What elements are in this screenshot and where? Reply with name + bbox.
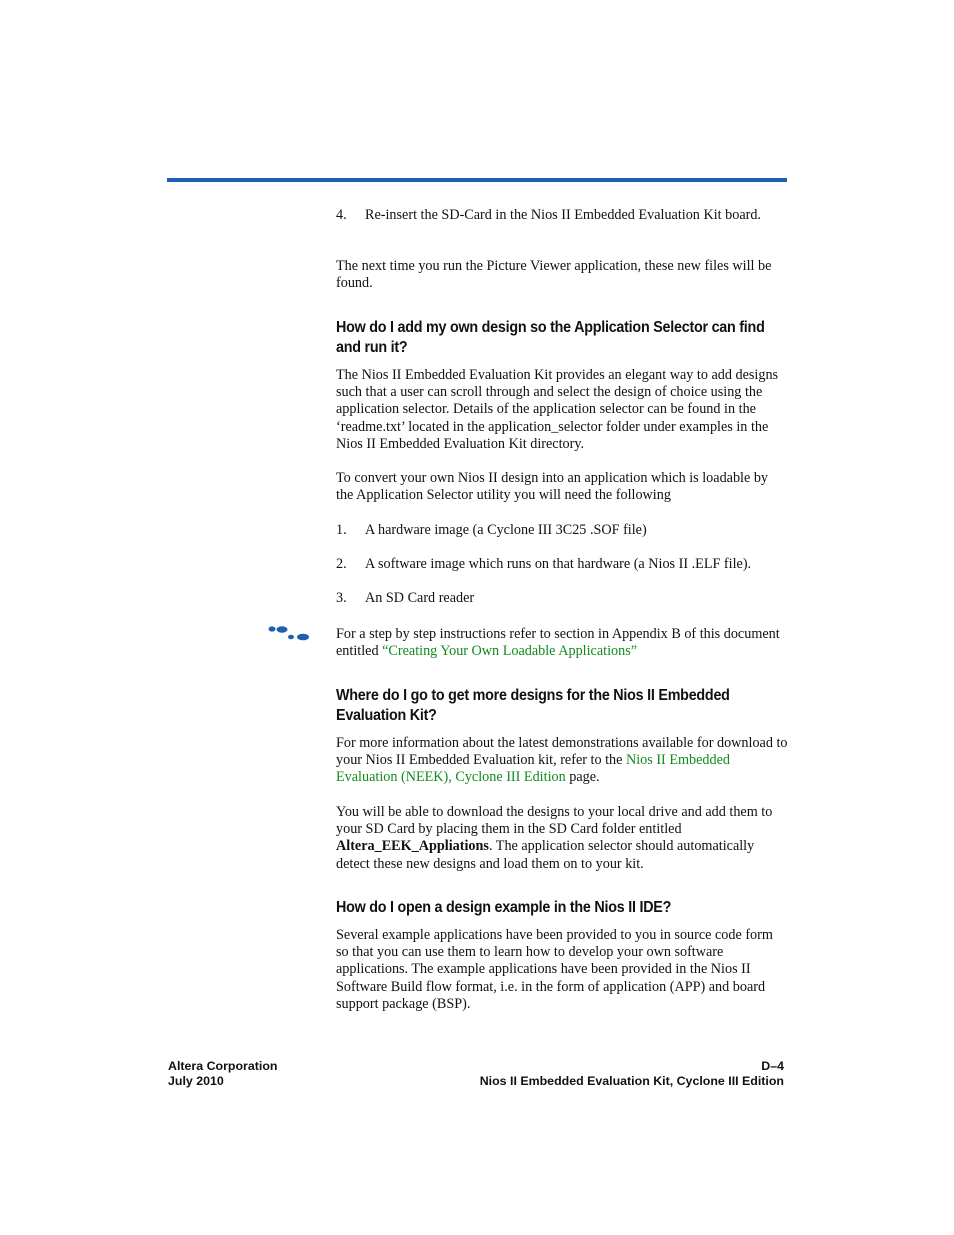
section-heading-open-example: How do I open a design example in the Nios II IDE? <box>336 899 672 916</box>
folder-name: Altera_EEK_Appliations <box>336 838 489 855</box>
step-4-number: 4. <box>336 207 347 223</box>
footer-doc-title: Nios II Embedded Evaluation Kit, Cyclone III Edition <box>479 1074 784 1088</box>
para-application-selector: The Nios II Embedded Evaluation Kit provides an elegant way to add designs such that a user can scroll through and select the design of choice using the application selector. Details of the application selector can be found in the ‘readme.txt’ located in the application_selector folder under examples in the Nios II Embedded Evaluation Kit directory. <box>336 367 779 452</box>
list-item-1-number: 1. <box>336 522 347 538</box>
list-item-2-number: 2. <box>336 556 347 572</box>
para-download-designs <box>336 804 788 873</box>
list-item-2-text: A software image which runs on that hardware (a Nios II .ELF file). <box>365 556 752 572</box>
more-info-tail: page. <box>565 769 600 786</box>
section-heading-add-design: How do I add my own design so the Application Selector can find and run it? <box>336 319 765 356</box>
note-paragraph <box>336 626 788 660</box>
footer-company: Altera Corporation <box>168 1059 278 1073</box>
download-text-before: You will be able to download the designs to your local drive and add them to your SD Card by placing them in the SD Card folder entitled <box>336 804 773 838</box>
para-more-information <box>336 735 788 787</box>
neek-page-link[interactable]: Nios II Embedded Evaluation (NEEK), Cyclone III Edition <box>336 752 731 786</box>
list-item-1-text: A hardware image (a Cyclone III 3C25 .SOF file) <box>365 522 647 538</box>
footer-date: July 2010 <box>168 1074 224 1088</box>
step-4-text: Re-insert the SD-Card in the Nios II Embedded Evaluation Kit board. <box>365 207 761 223</box>
para-next-time: The next time you run the Picture Viewer application, these new files will be found. <box>336 258 772 292</box>
note-text: For a step by step instructions refer to section in Appendix B of this document entitled <box>336 626 780 660</box>
list-item-3-text: An SD Card reader <box>365 590 475 606</box>
header-rule <box>167 178 787 182</box>
creating-loadable-apps-link[interactable]: “Creating Your Own Loadable Applications” <box>382 643 638 660</box>
para-convert-design: To convert your own Nios II design into an application which is loadable by the Application Selector utility you will need the following <box>336 470 769 504</box>
list-item-3-number: 3. <box>336 590 347 606</box>
download-text-after: . The application selector should automatically detect these new designs and load them on to your kit. <box>336 838 755 872</box>
note-icon <box>266 624 312 644</box>
para-example-applications: Several example applications have been provided to you in source code form so that you can use them to learn how to develop your own software applications. The example applications have been provided in the Nios II Software Build flow format, i.e. in the form of application (APP) and board support package (BSP). <box>336 927 773 1012</box>
more-info-text: For more information about the latest demonstrations available for download to your Nios II Embedded Evaluation kit, refer to the <box>336 735 788 769</box>
footer-page-number: D–4 <box>761 1059 784 1073</box>
section-heading-more-designs: Where do I go to get more designs for the Nios II Embedded Evaluation Kit? <box>336 687 730 724</box>
